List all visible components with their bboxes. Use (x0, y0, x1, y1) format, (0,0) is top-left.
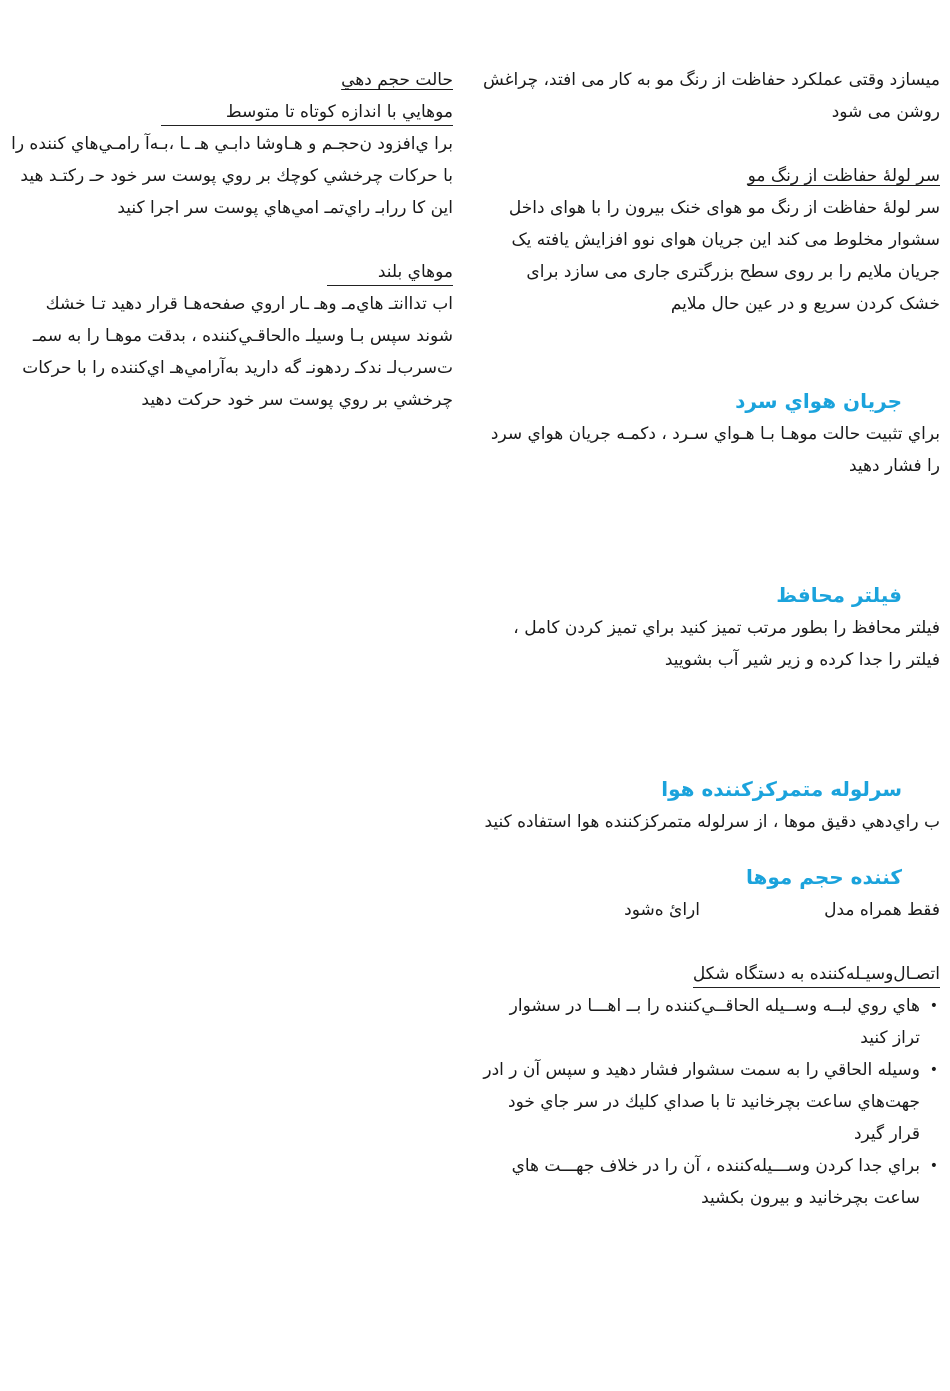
list-item (482, 1054, 940, 1150)
bullet-dot-icon: • (929, 1158, 938, 1174)
long-hair-title: موهاي بلند (327, 259, 453, 286)
color-protect-nozzle-text: سر لولۀ حفاظت از رنگ مو هوای خنک بیرون را با هوای داخل سشوار مخلوط می کند این جریان هوای نوو افزایش یافته یک جریان ملایم را بر روی سطح بزرگتری جاری می سازد برای خشک کردن سریع و در عین حال ملایم (508, 198, 940, 314)
list-item-text: وسيله الحاقي را به سمت سشوار فشار دهيد و سپس آن ر ادر جهت‌هاي ساعت بچرخانيد تا با صداي كليك در سر جاي خود قرار گيرد (483, 1060, 920, 1144)
volumizer-model-text: فقط همراه مدل (824, 900, 940, 920)
color-protect-nozzle-title: سر لولۀ حفاظت از رنگ مو (747, 166, 940, 186)
concentrator-text: ب راي‌دهي دقيق موها ، از سرلوله متمركزكننده هوا استفاده كنيد (484, 812, 940, 832)
list-item-text: هاي روي لبــه وســيله الحاقــي‌كننده را بــ اهـــا در سشوار تراز كنيد (509, 996, 920, 1048)
left-column (10, 64, 453, 416)
volume-mode-title: حالت حجم دهي (341, 70, 453, 90)
bullet-dot-icon: • (929, 1062, 938, 1078)
list-item-text: براي جدا كردن وســـيله‌كننده ، آن را در خلاف جهـــت هاي ساعت بچرخانيد و بيرون بكشيد (511, 1156, 920, 1208)
filter-heading: فيلتر محافظ (776, 583, 902, 607)
volumizer-model-line (482, 894, 940, 926)
bullet-dot-icon: • (929, 998, 938, 1014)
cold-air-heading: جريان هواي سرد (735, 389, 902, 413)
filter-text: فيلتر محافظ را بطور مرتب تميز كنيد براي تميز كردن كامل ، فيلتر را جدا كرده و زير شير آب بشوييد (513, 618, 940, 670)
intro-text: میسازد وقتی عملکرد حفاظت از رنگ مو به کار می افتد، چراغش روشن می شود (482, 70, 940, 122)
attach-accessory-title: اتصـال‌وسيـله‌كننده به دستگاه شكل (693, 961, 940, 988)
long-hair-text: اب تدا‌انتـ هاي‌مـ وهـ ـار اروي صفحه‌هـا قرار دهيد تـا خشك شوند سپس بـا وسيلـ ه‌الحاقـي‌كننده ، بدقت موهـا را به سمـ ت‌سرب‌لـ ندكـ ردهونـ گه داريد به‌آرامي‌هـ اي‌كننده را با حركات چرخشي بر روي پوست سر خود حركت دهيد (22, 294, 453, 410)
concentrator-heading: سرلوله متمركزكننده هوا (661, 777, 902, 801)
volumizer-heading: كننده حجم موها (745, 865, 902, 889)
cold-air-text: براي تثبيت حالت موهـا بـا هـواي سـرد ، دكمـه جريان هواي سرد را فشار دهيد (490, 424, 940, 476)
short-hair-text: برا ي‌افزود ن‌حجـم‌ و هـاوشا دابـي هـ ـا ،بـه‌آ رامـي‌هاي كننده را با حركات چرخشي كوچك بر روي پوست سر خود حـ ركتـد هيد اين كا ررابـ راي‌تمـ امي‌هاي پوست سر اجرا كنيد (11, 134, 453, 218)
volumizer-offered-text: ارائ ه‌شود (624, 900, 700, 920)
list-item (482, 1150, 940, 1214)
attach-steps-list (482, 990, 940, 1214)
short-hair-title: موهايي با اندازه كوتاه تا متوسط (161, 99, 453, 126)
right-column (482, 64, 940, 1214)
list-item (482, 990, 940, 1054)
